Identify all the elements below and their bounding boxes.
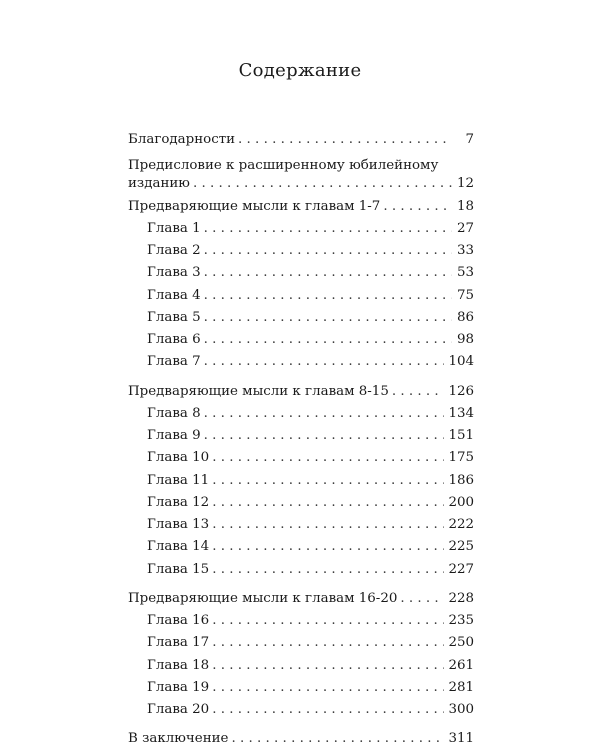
toc-entry-page: 281 (448, 679, 474, 695)
toc-entry[interactable] (128, 281, 474, 303)
toc-entry[interactable] (128, 422, 474, 444)
toc-entry-label: Глава 11 (147, 472, 210, 488)
toc-entry[interactable] (128, 674, 474, 696)
toc-entry[interactable] (128, 444, 474, 466)
toc-entry-page: 27 (456, 220, 474, 236)
toc-entry[interactable] (128, 400, 474, 422)
dot-leader (204, 354, 445, 370)
toc-entry-label: Глава 8 (147, 405, 201, 421)
dot-leader (231, 731, 444, 747)
toc-entry-page: 300 (448, 702, 474, 717)
toc-entry-label: Глава 15 (147, 561, 210, 577)
dot-leader (212, 539, 444, 555)
toc-entry-page: 151 (448, 428, 474, 443)
toc-entry-page: 175 (448, 450, 474, 466)
toc-entry-page: 222 (448, 517, 474, 532)
toc-entry-page: 53 (456, 265, 474, 281)
dot-leader (212, 702, 444, 718)
dot-leader (383, 199, 452, 215)
toc-entry-label: Глава 2 (147, 243, 201, 258)
toc-entry[interactable] (128, 489, 474, 511)
toc-entry-page: 126 (448, 383, 474, 399)
toc-entry-page: 12 (456, 176, 474, 192)
toc-entry[interactable] (128, 585, 474, 607)
dot-leader (212, 517, 444, 533)
dot-leader (204, 310, 452, 326)
toc-entry[interactable] (128, 696, 474, 718)
toc-entry-label: Глава 10 (147, 450, 210, 466)
toc-entry-label: Глава 4 (147, 287, 201, 303)
toc-entry-label: изданию (128, 176, 190, 192)
dot-leader (212, 450, 444, 466)
toc-entry-page: 311 (448, 731, 474, 747)
page-title: Содержание (238, 60, 362, 81)
dot-leader (400, 591, 444, 607)
toc-entry[interactable] (128, 126, 474, 148)
toc-entry-label: Глава 19 (147, 679, 210, 695)
toc-entry-page: 33 (456, 243, 474, 258)
toc-entry-label: Глава 17 (147, 635, 210, 651)
toc-entry-label: Глава 14 (147, 539, 210, 555)
toc-entry-label: Предваряющие мысли к главам 1-7 (128, 198, 381, 214)
dot-leader (212, 635, 444, 651)
dot-leader (212, 562, 444, 578)
dot-leader (212, 473, 444, 489)
toc-entry-label: Глава 18 (147, 657, 210, 673)
toc-entry-label: Глава 3 (147, 265, 201, 281)
toc-entry-page: 104 (448, 354, 474, 370)
toc-entry-page: 235 (448, 613, 474, 628)
toc-entry-label-line1: Предисловие к расширенному юбилейному (128, 158, 439, 174)
toc-entry-label: Глава 20 (147, 702, 210, 717)
toc-entry[interactable] (128, 377, 474, 399)
toc-entry[interactable] (128, 511, 474, 533)
dot-leader (204, 406, 445, 422)
toc-entry-page: 228 (448, 590, 474, 606)
dot-leader (204, 243, 452, 259)
toc-entry-page: 86 (456, 309, 474, 325)
toc-entry-page: 7 (465, 132, 474, 148)
dot-leader (193, 176, 452, 192)
toc-entry-label: Глава 1 (147, 220, 201, 236)
toc-entry-label: Предваряющие мысли к главам 8-15 (128, 383, 389, 399)
toc-entry-label: Глава 5 (147, 309, 201, 325)
toc-entry[interactable] (128, 259, 474, 281)
toc-entry[interactable] (128, 466, 474, 488)
toc-entry[interactable] (128, 725, 474, 747)
toc-entry[interactable] (128, 326, 474, 348)
toc-entry-page: 225 (448, 539, 474, 555)
toc-entry-page: 227 (448, 561, 474, 577)
dot-leader (204, 265, 452, 281)
toc-entry-page: 75 (456, 287, 474, 303)
toc-entry-label: Предваряющие мысли к главам 16-20 (128, 590, 398, 606)
toc-entry-page: 186 (448, 472, 474, 488)
toc-entry-page: 250 (448, 635, 474, 651)
toc-entry[interactable] (128, 192, 474, 214)
toc-entry[interactable] (128, 651, 474, 673)
toc-entry[interactable] (128, 152, 474, 192)
toc-entry-label: Благодарности (128, 132, 236, 148)
toc-entry-page: 98 (456, 332, 474, 347)
toc-entry[interactable] (128, 237, 474, 259)
dot-leader (212, 680, 444, 696)
toc-entry-page: 200 (448, 494, 474, 510)
toc-entry-label: Глава 9 (147, 428, 201, 443)
toc-entry-label: В заключение (128, 731, 229, 747)
dot-leader (204, 288, 452, 304)
toc-entry[interactable] (128, 607, 474, 629)
table-of-contents (128, 126, 474, 747)
dot-leader (204, 428, 445, 444)
toc-entry-page: 18 (456, 198, 474, 214)
dot-leader (204, 221, 452, 237)
dot-leader (392, 384, 445, 400)
dot-leader (204, 332, 452, 348)
toc-entry-label: Глава 16 (147, 613, 210, 628)
toc-entry[interactable] (128, 348, 474, 370)
toc-entry-label: Глава 7 (147, 354, 201, 370)
toc-entry-label: Глава 12 (147, 494, 210, 510)
toc-entry[interactable] (128, 533, 474, 555)
toc-entry-page: 261 (448, 657, 474, 673)
toc-entry[interactable] (128, 555, 474, 577)
dot-leader (238, 132, 452, 148)
dot-leader (212, 658, 444, 674)
toc-entry[interactable] (128, 629, 474, 651)
dot-leader (212, 613, 444, 629)
toc-entry-page: 134 (448, 405, 474, 421)
toc-entry[interactable] (128, 215, 474, 237)
toc-entry[interactable] (128, 304, 474, 326)
toc-entry-label: Глава 13 (147, 517, 210, 532)
dot-leader (212, 495, 444, 511)
toc-entry-label: Глава 6 (147, 332, 201, 347)
